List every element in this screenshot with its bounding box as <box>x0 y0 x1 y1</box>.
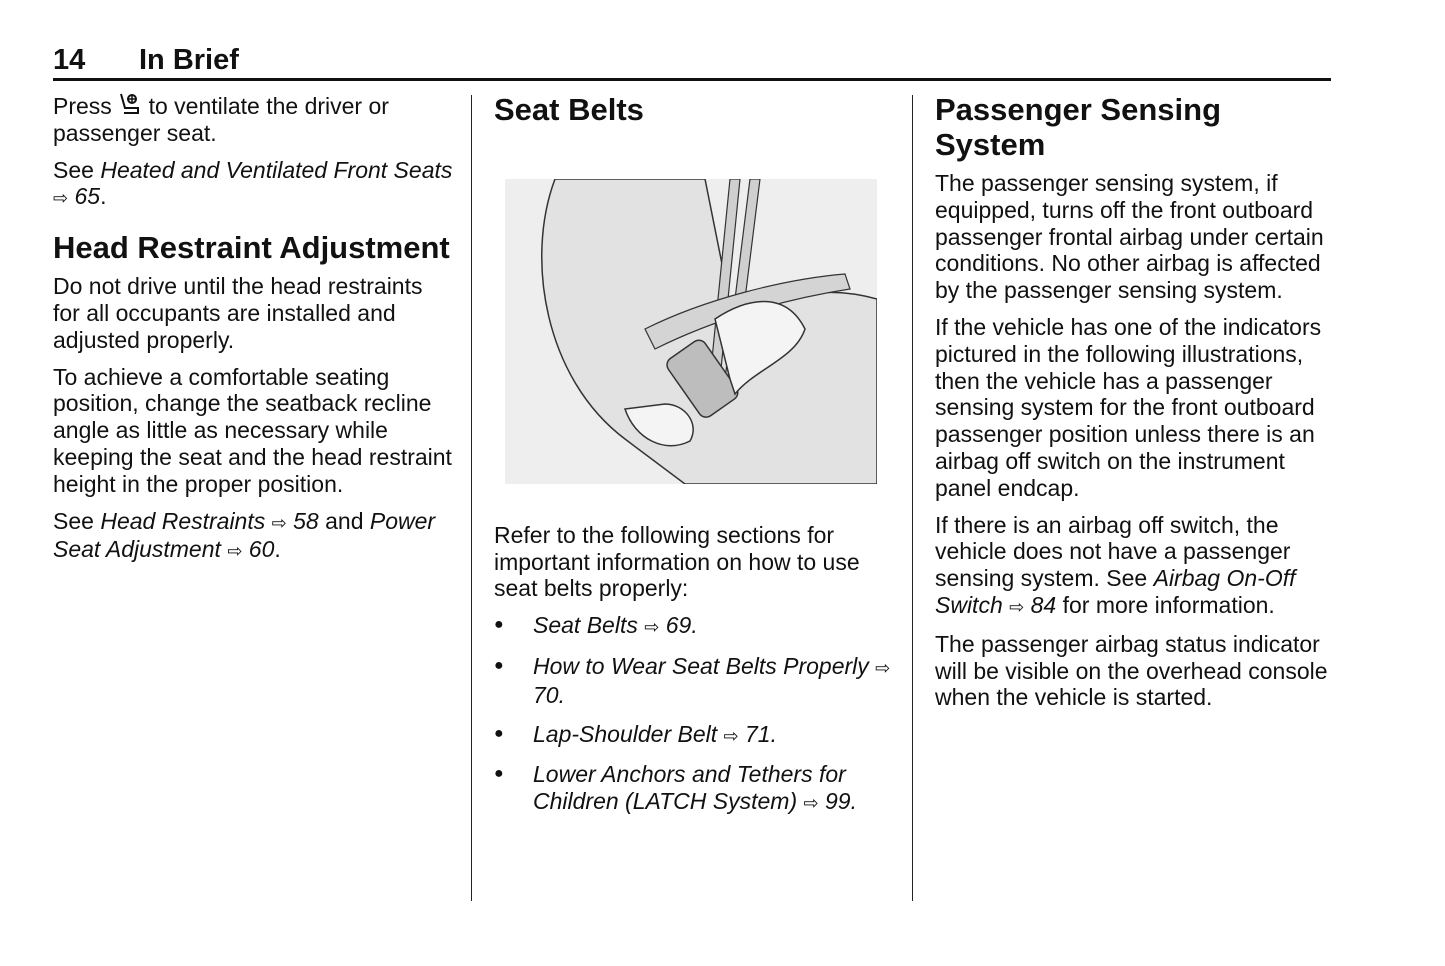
text: See <box>53 156 101 183</box>
cross-reference[interactable]: Heated and Ventilated Front Seats <box>100 156 453 183</box>
paragraph <box>935 512 1335 621</box>
paragraph <box>53 157 453 213</box>
page-ref[interactable]: 70 <box>533 681 559 708</box>
column-right <box>935 92 1335 721</box>
text: for more information. <box>1056 591 1275 618</box>
seat-belt-illustration <box>505 179 877 484</box>
text: See <box>53 507 101 534</box>
heading-seat-belts: Seat Belts <box>494 92 644 127</box>
cross-reference[interactable]: Lower Anchors and Tethers for Children (LATCH System) <box>533 761 846 815</box>
page-arrow-icon: ⇨ <box>644 617 660 638</box>
paragraph: If the vehicle has one of the indicators pictured in the following illustrations, then the vehicle has a passenger sensing system for the front outboard passenger position unless there is an airbag off switch on the instrument panel endcap. <box>935 313 1322 501</box>
list-item <box>494 721 894 750</box>
page-number: 14 <box>53 44 86 76</box>
heading-passenger-sensing: Passenger Sensing System <box>935 92 1222 162</box>
page-ref[interactable]: 69 <box>665 612 692 639</box>
page-arrow-icon: ⇨ <box>1009 596 1025 617</box>
heading-head-restraint: Head Restraint Adjustment <box>53 230 450 266</box>
page-arrow-icon: ⇨ <box>723 725 739 746</box>
paragraph: Refer to the following sections for important information on how to use seat belts properly: <box>494 521 860 602</box>
cross-reference[interactable]: Power Seat Adjustment <box>53 507 436 563</box>
text: . <box>558 681 565 708</box>
page-arrow-icon: ⇨ <box>53 188 69 209</box>
cross-reference[interactable]: Head Restraints <box>100 507 266 534</box>
text: If there is an airbag off switch, the vehicle does not have a passenger sensing system. See <box>935 511 1291 592</box>
page-ref[interactable]: 84 <box>1030 591 1057 618</box>
cross-reference[interactable]: Airbag On-Off Switch <box>935 565 1296 618</box>
column-left <box>53 92 453 575</box>
ventilated-seat-icon <box>118 92 142 116</box>
list-item <box>494 612 894 641</box>
page-ref[interactable]: 58 <box>293 507 319 534</box>
paragraph <box>53 508 453 566</box>
column-divider <box>912 95 913 901</box>
list-item <box>494 761 894 817</box>
paragraph <box>53 92 453 147</box>
list-item <box>494 653 894 709</box>
page-arrow-icon: ⇨ <box>227 541 243 562</box>
paragraph: To achieve a comfortable seating position, change the seatback recline angle as little as necessary while keeping the seat and the head restraint height in the proper position. <box>53 363 452 497</box>
cross-reference[interactable]: Lap-Shoulder Belt <box>533 720 718 747</box>
page-ref[interactable]: 71 <box>745 720 771 747</box>
text: to ventilate the driver or passenger seat. <box>53 93 389 146</box>
paragraph: Do not drive until the head restraints for all occupants are installed and adjusted properly. <box>53 273 423 353</box>
text: . <box>691 612 698 639</box>
cross-reference[interactable]: How to Wear Seat Belts Properly <box>533 652 869 679</box>
page-arrow-icon: ⇨ <box>875 657 891 678</box>
page-arrow-icon: ⇨ <box>803 793 819 814</box>
text: . <box>770 720 777 747</box>
text: and <box>318 507 370 534</box>
page-arrow-icon: ⇨ <box>271 512 287 533</box>
page-ref[interactable]: 60 <box>248 536 275 563</box>
page-header <box>53 42 1331 81</box>
paragraph: The passenger sensing system, if equipped, turns off the front outboard passenger frontal airbag under certain conditions. No other airbag is affected by the passenger sensing system. <box>935 170 1324 304</box>
seat-belt-references <box>494 612 894 817</box>
text: . <box>100 183 107 210</box>
paragraph: The passenger airbag status indicator will be visible on the overhead console when the vehicle is started. <box>935 630 1328 711</box>
page-ref[interactable]: 65 <box>74 183 101 210</box>
text: . <box>850 788 857 815</box>
section-title: In Brief <box>139 44 239 76</box>
cross-reference[interactable]: Seat Belts <box>533 612 638 639</box>
text: . <box>274 536 281 563</box>
column-middle <box>494 92 894 829</box>
page-ref[interactable]: 99 <box>825 788 851 815</box>
column-divider <box>471 95 472 901</box>
text: Press <box>53 93 119 119</box>
